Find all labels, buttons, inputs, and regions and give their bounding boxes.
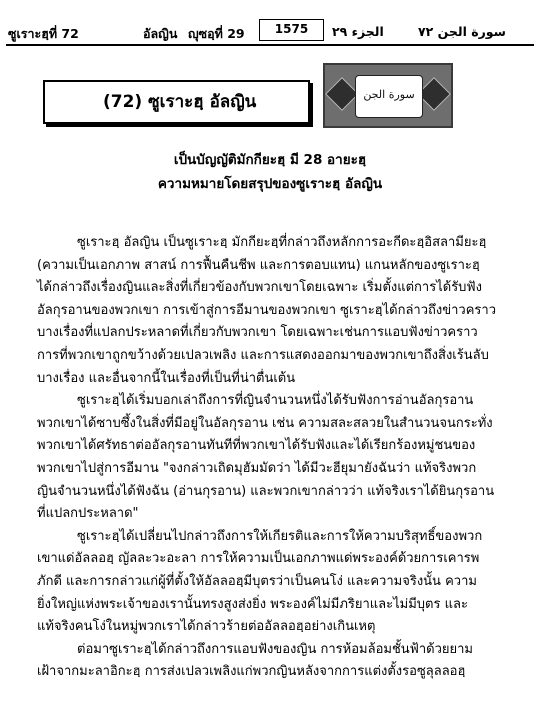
surah-calligraphy: سورة الجن (363, 88, 415, 101)
header-surah-arabic: سورة الجن ٧٢ (418, 24, 506, 39)
body-line: บางเรื่องที่แปลกประหลาดที่เกี่ยวกับพวกเขา โดยเฉพาะเช่นการแอบฟังข่าวคราว (37, 325, 478, 341)
header-surah-title: อัลญิน (143, 26, 178, 41)
body-text (37, 232, 507, 684)
calligraphy-panel (355, 75, 423, 118)
body-line: ซูเราะฮฺ อัลญิน เป็นซูเราะฮฺ มักกียะฮฺที่กล่าวถึงหลักการอะกีดะฮฺอิสลามียะฮฺ (77, 235, 487, 250)
body-line: ยิ่งใหญ่แห่งพระเจ้าของเรานั้นทรงสูงส่งยิ่ง พระองค์ไม่มีภริยาและไม่มีบุตร และ (37, 596, 468, 612)
body-line: ต่อมาซูเราะฮฺได้กล่าวถึงการแอบฟังของญิน การห้อมล้อมชั้นฟ้าด้วยยาม (77, 641, 474, 657)
surah-banner-ornament (323, 63, 453, 128)
body-line: พวกเขาได้ศรัทธาต่ออัลกุรอานทันทีที่พวกเขาได้รับฟังและได้เรียกร้องหมู่ชนของ (37, 438, 476, 454)
body-line: ซูเราะฮฺได้เปลี่ยนไปกล่าวถึงการให้เกียรติและการให้ความบริสุทธิ์ของพวก (77, 528, 483, 544)
ornament-left-icon (325, 77, 359, 111)
surah-info-line: เป็นบัญญัติมักกียะฮฺ มี 28 อายะฮฺ (173, 152, 367, 168)
body-line: ซูเราะฮฺได้เริ่มบอกเล่าถึงการที่ญินจำนวนหนึ่งได้รับฟังการอ่านอัลกุรอาน (77, 393, 474, 409)
body-line: พวกเขาได้ซาบซึ้งในสิ่งที่มีอยู่ในอัลกุรอาน เช่น ความสละสลวยในสำนวนจนกระทั่ง (37, 415, 493, 431)
surah-title-box: (72) ซูเราะฮฺ อัลญิน (43, 80, 310, 124)
header-divider (6, 44, 534, 46)
body-line: เฝ้าจากมะลาอิกะฮฺ การส่งเปลวเพลิงแก่พวกญินหลังจากการแต่งตั้งรอซูลุลลอฮฺ (37, 664, 466, 680)
body-line: ที่แปลกประหลาด" (37, 506, 139, 522)
body-line: ภักดี และการกล่าวแก่ผู้ที่ตั้งให้อัลลอฮฺมีบุตรว่าเป็นคนโง่ และความจริงนั้น ความ (37, 573, 477, 589)
header-juz-arabic: الجزء ٢٩ (332, 24, 384, 39)
summary-heading: ความหมายโดยสรุปของซูเราะฮฺ อัลญิน (157, 176, 383, 192)
body-line: แท้จริงคนโง่ในหมู่พวกเราได้กล่าวร้ายต่ออัลลอฮฺอย่างเกินเหตุ (37, 619, 376, 635)
body-line: เขาแด่อัลลอฮฺ ญัลละวะอะลา การให้ความเป็นเอกภาพแด่พระองค์ด้วยการเคารพ (37, 551, 480, 567)
header-surah-number: ซูเราะฮฺที่ 72 (8, 26, 79, 41)
page-number-box: 1575 (259, 19, 324, 41)
body-line: ได้กล่าวถึงเรื่องญินและสิ่งที่เกี่ยวข้องกับพวกเขาโดยเฉพาะ เริ่มตั้งแต่การได้รับฟัง (37, 280, 482, 296)
body-line: การที่พวกเขาถูกขว้างด้วยเปลวเพลิง และการแสดงออกมาของพวกเขาถึงสิ่งเร้นลับ (37, 347, 489, 363)
body-line: อัลกุรอานของพวกเขา การเข้าสู่การอีมานของพวกเขา ซูเราะฮฺได้กล่าวถึงข่าวคราว (37, 302, 497, 318)
body-line: บางเรื่อง และอื่นจากนี้ในเรื่องที่เป็นที่น่าตื่นเต้น (37, 370, 296, 386)
body-line: (ความเป็นเอกภาพ สาสน์ การฟื้นคืนชีพ และการตอบแทน) แกนหลักของซูเราะฮฺ (37, 257, 480, 273)
body-line: ญินจำนวนหนึ่งได้ฟังฉัน (อ่านกุรอาน) และพวกเขากล่าวว่า แท้จริงเราได้ยินกุรอาน (37, 483, 495, 499)
header-juz: ญุซอฺที่ 29 (188, 26, 245, 41)
body-line: พวกเขาไปสู่การอีมาน "จงกล่าวเถิดมุฮัมมัดว่า ได้มีวะฮียุมายังฉันว่า แท้จริงพวก (37, 460, 477, 476)
